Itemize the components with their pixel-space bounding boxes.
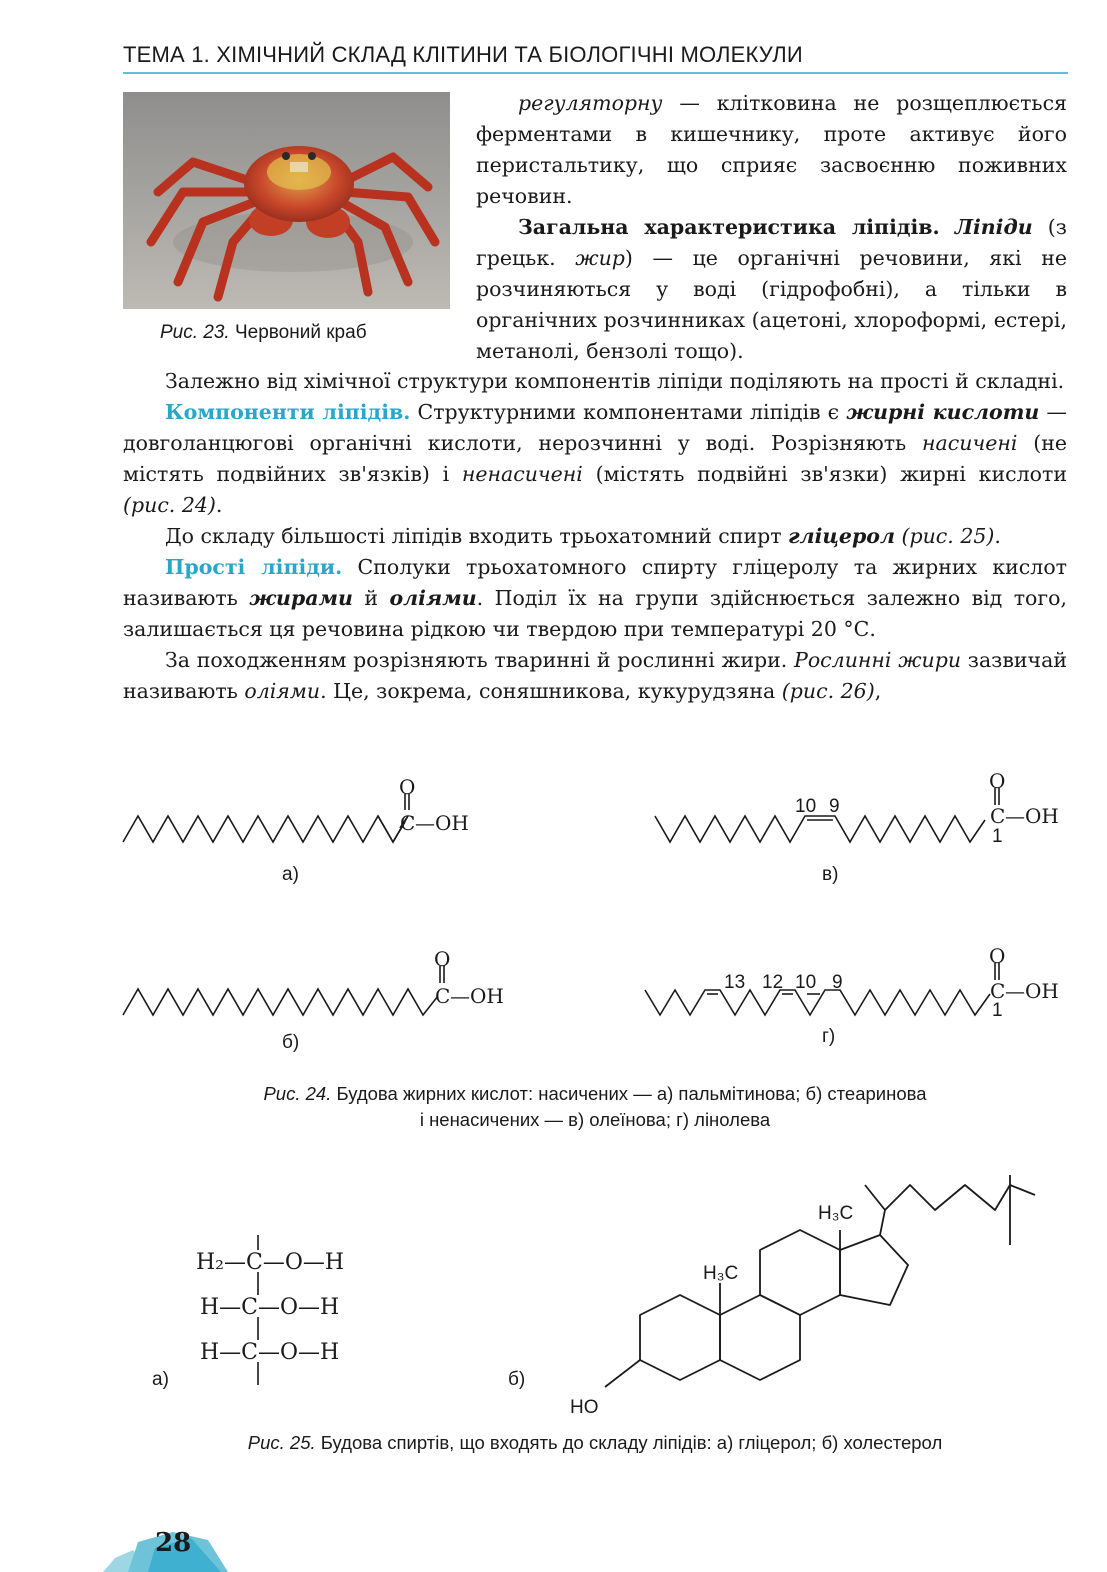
figure-24-label: Рис. 24. (263, 1083, 332, 1104)
figure-24-caption-line-2: і ненасичених — в) олеїнова; г) лінолева (419, 1109, 771, 1130)
figure-23-label: Рис. 23. (160, 322, 230, 343)
fa-a-oxygen: O (399, 775, 416, 799)
figure-24-caption (110, 1083, 1080, 1131)
term-oils-2: оліями (244, 679, 321, 703)
fa-g-num-12: 12 (762, 972, 784, 993)
main-text (123, 366, 1067, 707)
figure-26-reference: (рис. 26) (781, 679, 875, 703)
chain-stearic (123, 989, 438, 1015)
header-rule (123, 72, 1068, 74)
fa-b-oh: —OH (450, 984, 504, 1008)
running-header (123, 42, 1068, 74)
regulatory-text: — клітковина не розщеплюється ферментами в кишечнику, проте активує його перистальтику, що сприяє засвоєнню поживних речовин. (476, 91, 1067, 208)
fa-b-carbon: C (435, 984, 451, 1008)
glycerol-row-1: H₂—C—O—H (196, 1250, 345, 1275)
p5-text-c: . Це, зокрема, соняшникова, кукурудзяна (320, 679, 782, 703)
chapter-title: ТЕМА 1. ХІМІЧНИЙ СКЛАД КЛІТИНИ ТА БІОЛОГІЧНІ МОЛЕКУЛИ (123, 42, 803, 67)
fa-g-oh: —OH (1005, 979, 1059, 1003)
term-regulatory: регуляторну (518, 91, 663, 115)
fa-a-oh: —OH (415, 811, 469, 835)
figure-24-caption-line-1: Будова жирних кислот: насичених — а) пальмітинова; б) стеаринова (331, 1083, 927, 1104)
p2-text-c: (не містять подвійних зв'язків) і (123, 431, 1068, 486)
figure-24-reference: (рис. 24) (123, 493, 216, 517)
figure-25-caption-text: Будова спиртів, що входять до складу ліпідів: а) гліцерол; б) холестерол (315, 1432, 943, 1453)
figure-24-fatty-acids (110, 760, 1080, 1060)
red-crab-photo (123, 92, 450, 309)
fa-g-num-13: 13 (724, 972, 746, 993)
fa-v-oxygen: O (989, 769, 1006, 793)
fa-v-oh: —OH (1005, 804, 1059, 828)
cholesterol-label-b: б) (508, 1369, 526, 1390)
p4-text-a: Сполуки трьохатомного спирту гліцеролу та жирних кислот називають (123, 555, 1067, 610)
glycerol-row-2: H—C—O—H (200, 1295, 340, 1320)
cholesterol-ho: HO (570, 1397, 599, 1418)
term-saturated: насичені (922, 431, 1018, 455)
term-plant-fats: Рослинні жири (794, 648, 962, 672)
fa-v-carbon: C (990, 804, 1006, 828)
p2-text-d: (містять подвійні зв'язки) жирні кислоти (582, 462, 1067, 486)
paragraph-2 (123, 397, 1067, 521)
p3-text-a: До складу більшості ліпідів входить трьохатомний спирт (165, 524, 789, 548)
cholesterol-h3c-top: H₃C (818, 1203, 854, 1224)
term-fatty-acids: жирні кислоти (846, 400, 1040, 424)
fa-label-g: г) (822, 1026, 836, 1047)
paragraph-1: Залежно від хімічної структури компонентів ліпіди поділяють на прості й складні. (165, 369, 1065, 393)
figure-25-caption (110, 1432, 1080, 1454)
lipids-definition: ) — це органічні речовини, які не розчиняються у воді (гідрофобні), а тільки в органічних розчинниках (ацетоні, хлороформі, естері, метанолі, бензолі тощо). (476, 246, 1067, 363)
fa-g-num-10: 10 (795, 972, 817, 993)
paragraph-3 (123, 521, 1067, 552)
p2-text-a: Структурними компонентами ліпідів є (410, 400, 847, 424)
figure-25-reference: (рис. 25) (894, 524, 995, 548)
cholesterol-h3c-left: H₃C (703, 1263, 739, 1284)
lipids-origin-word: жир (575, 246, 625, 270)
p2-text-b: — довголанцюгові органічні кислоти, нерозчинні у воді. Розрізняють (123, 400, 1067, 455)
paragraph-right-column (476, 88, 1067, 367)
fa-v-num-1: 1 (992, 826, 1003, 847)
term-lipids: Ліпіди (954, 215, 1033, 239)
paragraph-5 (123, 645, 1067, 707)
p5-text-a: За походженням розрізняють тваринні й рослинні жири. (165, 648, 795, 672)
fa-v-num-10: 10 (795, 796, 817, 817)
p3-end: . (994, 524, 1001, 548)
paragraph-4 (123, 552, 1067, 645)
fa-g-num-9: 9 (832, 972, 843, 993)
fa-a-carbon: C (400, 811, 416, 835)
p2-end: . (215, 493, 223, 517)
components-heading: Компоненти ліпідів. (165, 400, 411, 424)
figure-23-text: Червоний краб (235, 322, 367, 343)
fa-g-carbon: C (990, 979, 1006, 1003)
fa-g-oxygen: O (989, 944, 1006, 968)
term-glycerol: гліцерол (788, 524, 895, 548)
figure-23-caption (160, 322, 367, 344)
simple-lipids-heading: Прості ліпіди. (165, 555, 343, 579)
fa-g-num-1: 1 (992, 1000, 1003, 1021)
term-fats: жирами (249, 586, 353, 610)
lipids-heading: Загальна характеристика ліпідів. (518, 215, 940, 239)
fa-b-oxygen: O (434, 947, 451, 971)
p5-text-b: зазвичай називають (123, 648, 1068, 703)
fa-label-v: в) (822, 864, 839, 885)
p5-end: , (874, 679, 882, 703)
term-unsaturated: ненасичені (461, 462, 583, 486)
glycerol-label-a: а) (152, 1369, 169, 1390)
fa-v-num-9: 9 (829, 796, 840, 817)
page-number: 28 (155, 1528, 192, 1558)
lipids-origin: (з грецьк. (476, 215, 1067, 270)
term-oils: оліями (389, 586, 477, 610)
fa-label-b: б) (282, 1032, 300, 1053)
figure-25-alcohols (140, 1175, 1060, 1425)
figure-25-label: Рис. 25. (247, 1432, 316, 1453)
p4-text-b: . Поділ їх на групи здійснюється залежно від того, залишається ця речовина рідкою чи твердою при температурі 20 °С. (123, 586, 1067, 641)
fa-label-a: а) (282, 864, 299, 885)
chain-palmitic (123, 816, 408, 842)
p4-and: й (352, 586, 390, 610)
glycerol-row-3: H—C—O—H (200, 1340, 340, 1365)
